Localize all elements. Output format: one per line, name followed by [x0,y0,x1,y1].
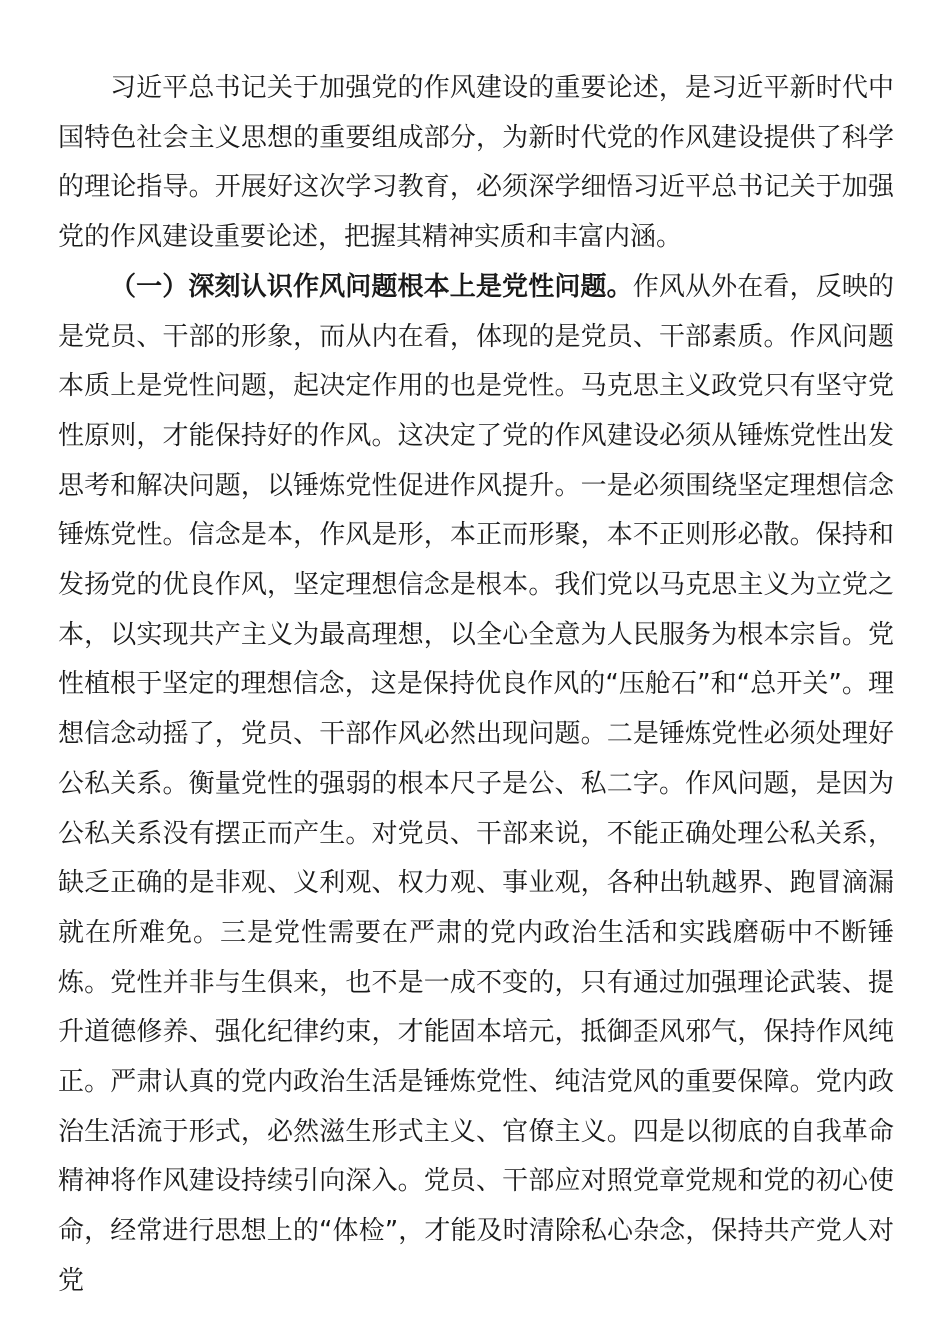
document-page [58,64,894,1307]
section-one-body: 作风从外在看，反映的是党员、干部的形象，而从内在看，体现的是党员、干部素质。作风问题本质上是党性问题，起决定作用的也是党性。马克思主义政党只有坚守党性原则，才能保持好的作风。这决定了党的作风建设必须从锤炼党性出发思考和解决问题，以锤炼党性促进作风提升。一是必须围绕坚定理想信念锤炼党性。信念是本，作风是形，本正而形聚，本不正则形必散。保持和发扬党的优良作风，坚定理想信念是根本。我们党以马克思主义为立党之本，以实现共产主义为最高理想，以全心全意为人民服务为根本宗旨。党性植根于坚定的理想信念，这是保持优良作风的“压舱石”和“总开关”。理想信念动摇了，党员、干部作风必然出现问题。二是锤炼党性必须处理好公私关系。衡量党性的强弱的根本尺子是公、私二字。作风问题，是因为公私关系没有摆正而产生。对党员、干部来说，不能正确处理公私关系，缺乏正确的是非观、义利观、权力观、事业观，各种出轨越界、跑冒滴漏就在所难免。三是党性需要在严肃的党内政治生活和实践磨砺中不断锤炼。党性并非与生俱来，也不是一成不变的，只有通过加强理论武装、提升道德修养、强化纪律约束，才能固本培元，抵御歪风邪气，保持作风纯正。严肃认真的党内政治生活是锤炼党性、纯洁党风的重要保障。党内政治生活流于形式，必然滋生形式主义、官僚主义。四是以彻底的自我革命精神将作风建设持续引向深入。党员、干部应对照党章党规和党的初心使命，经常进行思想上的“体检”，才能及时清除私心杂念，保持共产党人对党 [58,271,894,1296]
section-one-paragraph [58,263,894,1307]
intro-paragraph [58,64,894,263]
intro-paragraph-text: 习近平总书记关于加强党的作风建设的重要论述，是习近平新时代中国特色社会主义思想的重要组成部分，为新时代党的作风建设提供了科学的理论指导。开展好这次学习教育，必须深学细悟习近平总书记关于加强党的作风建设重要论述，把握其精神实质和丰富内涵。 [58,73,894,253]
section-one-heading: （一）深刻认识作风问题根本上是党性问题。 [110,271,633,302]
